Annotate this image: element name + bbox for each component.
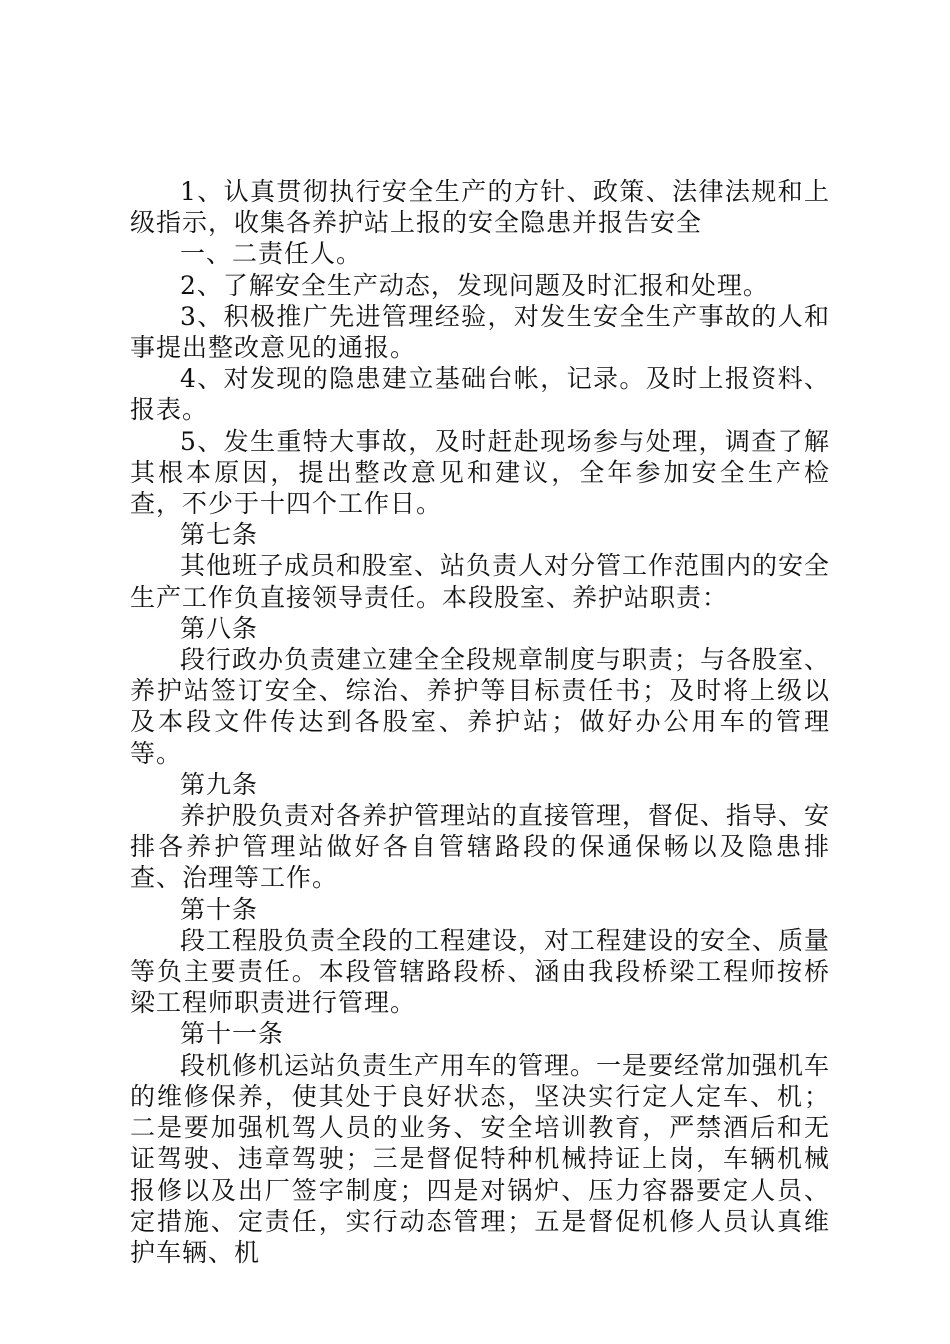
paragraph-duty-1-continued: 一、二责任人。 (180, 239, 363, 269)
article-body-11: 段机修机运站负责生产用车的管理。一是要经常加强机车的维修保养，使其处于良好状态，坚决实行定人定车、机；二是要加强机驾人员的业务、安全培训教育，严禁酒后和无证驾驶、违章驾驶；三是督促特种机械持证上岗，车辆机械报修以及出厂签字制度；四是对锅炉、压力容器要定人员、定措施、定责任，实行动态管理；五是督促机修人员认真维护车辆、机 (130, 1050, 831, 1267)
article-body-9: 养护股负责对各养护管理站的直接管理，督促、指导、安排各养护管理站做好各自管辖路段的保通保畅以及隐患排查、治理等工作。 (130, 801, 831, 893)
article-body-7: 其他班子成员和股室、站负责人对分管工作范围内的安全生产工作负直接领导责任。本段股室、养护站职责： (130, 551, 831, 612)
article-heading-11: 第十一条 (180, 1019, 285, 1049)
article-body-8: 段行政办负责建立建全全段规章制度与职责；与各股室、养护站签订安全、综治、养护等目标责任书；及时将上级以及本段文件传达到各股室、养护站；做好办公用车的管理等。 (130, 645, 831, 768)
paragraph-duty-3: 3、积极推广先进管理经验，对发生安全生产事故的人和事提出整改意见的通报。 (130, 301, 830, 363)
article-heading-7: 第七条 (180, 520, 259, 550)
paragraph-duty-1: 1、认真贯彻执行安全生产的方针、政策、法律法规和上级指示，收集各养护站上报的安全隐患并报告安全 (130, 177, 830, 238)
paragraph-duty-2: 2、了解安全生产动态，发现问题及时汇报和处理。 (180, 270, 769, 300)
paragraph-duty-5: 5、发生重特大事故，及时赶赴现场参与处理，调查了解其根本原因，提出整改意见和建议，全年参加安全生产检查，不少于十四个工作日。 (130, 426, 830, 519)
article-heading-10: 第十条 (180, 894, 259, 924)
article-body-10: 段工程股负责全段的工程建设，对工程建设的安全、质量等负主要责任。本段管辖路段桥、涵由我段桥梁工程师按桥梁工程师职责进行管理。 (130, 925, 831, 1018)
document-body (130, 176, 830, 1268)
paragraph-duty-4: 4、对发现的隐患建立基础台帐，记录。及时上报资料、报表。 (130, 364, 830, 425)
article-heading-8: 第八条 (180, 613, 259, 643)
article-heading-9: 第九条 (180, 769, 259, 799)
